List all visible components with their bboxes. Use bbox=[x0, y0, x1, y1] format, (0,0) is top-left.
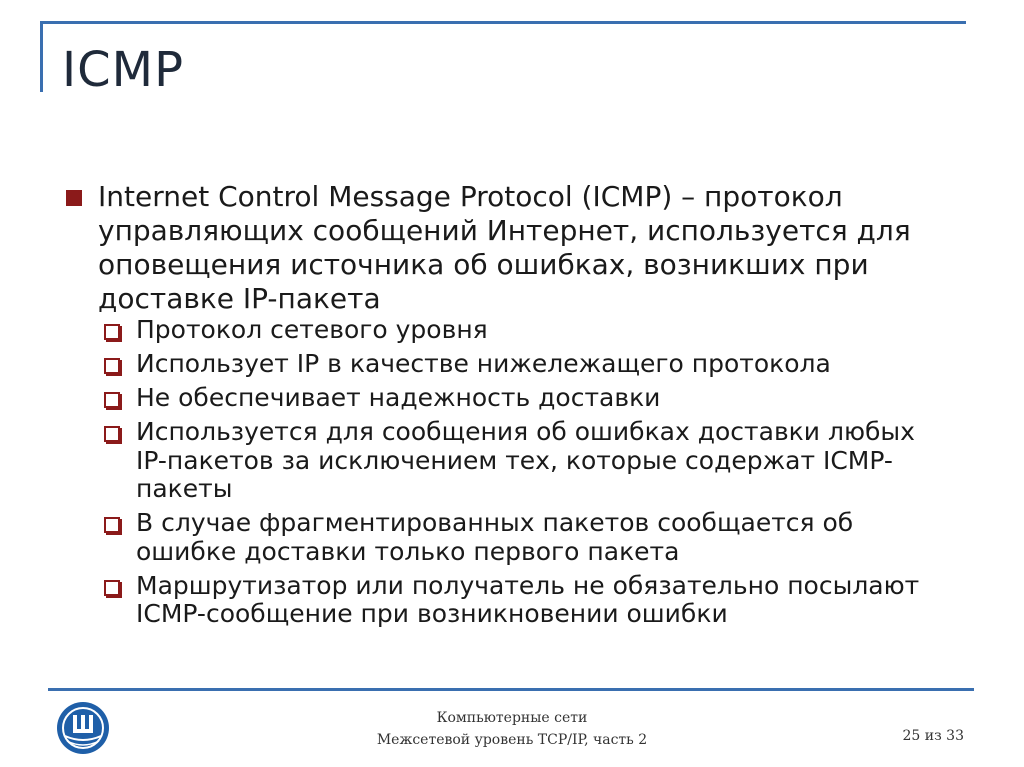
sub-bullet-item bbox=[102, 384, 952, 413]
square-bullet-icon bbox=[66, 190, 82, 206]
sub-bullet-item bbox=[102, 572, 952, 629]
hollow-box-bullet-icon bbox=[104, 358, 120, 374]
sub-bullet-text: Использует IP в качестве нижележащего протокола bbox=[136, 349, 831, 378]
sub-bullet-item bbox=[102, 509, 952, 566]
hollow-box-bullet-icon bbox=[104, 324, 120, 340]
sub-bullet-item bbox=[102, 316, 952, 345]
main-bullet-text: Internet Control Message Protocol (ICMP) – протокол управляющих сообщений Интернет, используется для оповещения источника об ошибках, возникших при доставке IP-пакета bbox=[98, 180, 911, 315]
sub-bullet-text: Не обеспечивает надежность доставки bbox=[136, 383, 661, 412]
sub-bullet-text: В случае фрагментированных пакетов сообщается об ошибке доставки только первого пакета bbox=[136, 508, 854, 566]
page-number: 25 из 33 bbox=[902, 728, 964, 744]
footer-course: Компьютерные сети bbox=[436, 710, 588, 726]
slide-title: ICMP bbox=[62, 42, 185, 98]
university-logo-icon bbox=[55, 700, 111, 756]
left-rule bbox=[40, 21, 43, 92]
footer-info bbox=[340, 707, 684, 751]
sub-bullet-list bbox=[102, 316, 952, 634]
sub-bullet-item bbox=[102, 418, 952, 504]
footer-subtitle: Межсетевой уровень TCP/IP, часть 2 bbox=[376, 732, 648, 748]
hollow-box-bullet-icon bbox=[104, 517, 120, 533]
hollow-box-bullet-icon bbox=[104, 392, 120, 408]
sub-bullet-item bbox=[102, 350, 952, 379]
bottom-rule bbox=[48, 688, 974, 691]
top-rule bbox=[40, 21, 966, 24]
hollow-box-bullet-icon bbox=[104, 426, 120, 442]
hollow-box-bullet-icon bbox=[104, 580, 120, 596]
sub-bullet-text: Протокол сетевого уровня bbox=[136, 315, 488, 344]
sub-bullet-text: Используется для сообщения об ошибках доставки любых IP-пакетов за исключением тех, которые содержат ICMP-пакеты bbox=[136, 417, 915, 503]
sub-bullet-text: Маршрутизатор или получатель не обязательно посылают ICMP-сообщение при возникновении ошибки bbox=[136, 570, 920, 628]
